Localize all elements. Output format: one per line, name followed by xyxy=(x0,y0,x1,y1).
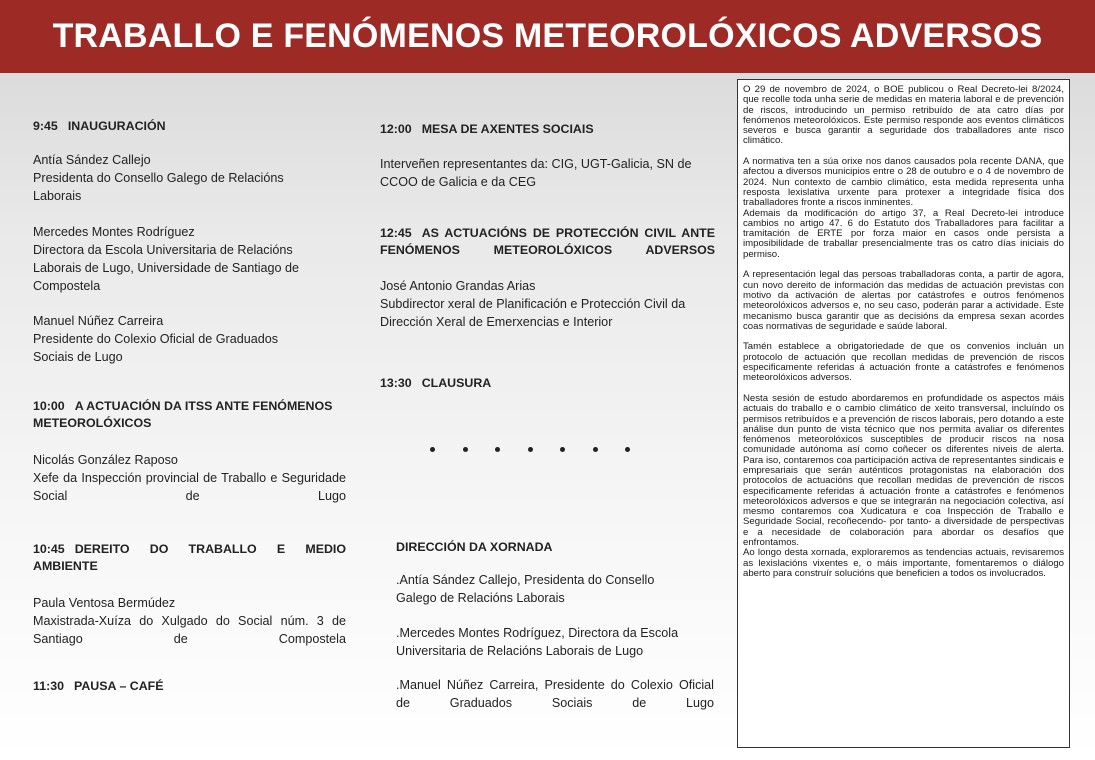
session-time: 11:30 xyxy=(33,679,65,693)
speaker-name: Nicolás González Raposo xyxy=(33,453,178,467)
session-title: DEREITO DO TRABALLO E MEDIO AMBIENTE xyxy=(33,542,346,573)
dot xyxy=(625,447,630,452)
session-title: AS ACTUACIÓNS DE PROTECCIÓN CIVIL ANTE FENÓMENOS METEOROLÓXICOS ADVERSOS xyxy=(380,226,715,257)
speaker-role: Maxistrada-Xuíza do Xulgado do Social núm. 3 de Santiago de Compostela xyxy=(33,614,346,646)
speaker-role: Presidente do Colexio Oficial de Graduados Sociais de Lugo xyxy=(33,332,279,364)
session-heading-mesa xyxy=(380,121,715,138)
speaker-name: Manuel Núñez Carreira xyxy=(33,314,164,328)
description-paragraph: Ademais da modificación do artigo 37, a Real Decreto-lei introduce cambios no artigo 47. 6 do Estatuto dos Traballadores para facilitar a tramitación de ERTE por forza maior en casos onde persista a imposibilidade de traballar presencialmente tras os catro días iniciais do permiso. xyxy=(743,207,1064,260)
direccion-item: .Manuel Núñez Carreira, Presidente do Colexio Oficial de Graduados Sociais de Lugo xyxy=(396,678,714,710)
title-banner xyxy=(0,0,1095,73)
speaker-role: Presidenta do Consello Galego de Relacións Laborais xyxy=(33,171,284,203)
description-paragraph: Nesta sesión de estudo abordaremos en profundidade os aspectos máis actuais do traballo e o cambio climático de xeito transversal, incluíndo os permisos retribuídos e a prevención de riscos laborais, pero dotando a este análise dun punto de vista técnico que nos permita avaliar os diferentes fenómenos meteorolóxicos susceptibles de producir riscos na nosa comunidade autónoma así como coñecer os diferentes niveis de alerta. Para iso, contaremos coa participación activa de representantes sindicais e empresariais que serán auténticos protagonistas na elaboración dos protocolos de actuacións que recollan medidas de prevención de riscos especificamente referidas á actuación fronte a catástrofes e fenómenos meteorolóxicos adversos e que se integrarán na negociación colectiva, así mesmo contaremos coa Xudicatura e coa Inspección de Traballo e Seguridade Social, recoñecendo- por tanto- a diversidade de perspectivas e a necesidade de colaboración para abordar os desafíos que enfrontamos. xyxy=(743,392,1064,549)
speaker-name: José Antonio Grandas Arias xyxy=(380,279,536,293)
session-time: 9:45 xyxy=(33,119,58,133)
session-time: 12:00 xyxy=(380,122,412,136)
description-paragraph: A representación legal das persoas traballadoras conta, a partir de agora, cun novo dereito de información das medidas de actuación previstas con motivo da activación de alertas por catástrofes e outros fenómenos meteorolóxicos adversos e, no seu caso, poderán parar a actividade. Este mecanismo busca garantir que as decisións da empresa sexan acordes coas normativas de seguridade e saúde laboral. xyxy=(743,269,1064,332)
session-time: 13:30 xyxy=(380,376,412,390)
session-title: INAUGURACIÓN xyxy=(67,119,166,133)
session-heading-pausa xyxy=(33,678,346,695)
dot xyxy=(430,447,435,452)
session-title: PAUSA – CAFÉ xyxy=(74,679,164,693)
session-time: 10:45 xyxy=(33,542,65,556)
session-title: CLAUSURA xyxy=(421,376,492,390)
speaker-role: Xefe da Inspección provincial de Traballo e Seguridade Social de Lugo xyxy=(33,471,346,503)
dot xyxy=(560,447,565,452)
session-text: Interveñen representantes da: CIG, UGT-Galicia, SN de CCOO de Galicia e da CEG xyxy=(380,157,692,189)
speaker-block xyxy=(33,151,346,205)
speaker-block xyxy=(33,451,346,505)
session-heading-inauguracion xyxy=(33,118,346,135)
description-paragraph: A normativa ten a súa orixe nos danos causados pola recente DANA, que afectou a diversos municipios entre o 28 de outubro e o 4 de novembro de 2024. Nun contexto de cambio climático, esta medida representa unha resposta lexislativa urxente para protexer a integridade física dos traballadores fronte a riscos inminentes. xyxy=(743,156,1064,209)
session-time: 12:45 xyxy=(380,226,412,240)
speaker-block xyxy=(33,594,346,648)
dot xyxy=(528,447,533,452)
session-heading-itss xyxy=(33,398,353,432)
direccion-item: .Mercedes Montes Rodríguez, Directora da Escola Universitaria de Relacións Laborais de Lugo xyxy=(396,626,679,658)
session-heading-clausura xyxy=(380,375,715,392)
speaker-block xyxy=(33,312,346,366)
page-title: TRABALLO E FENÓMENOS METEOROLÓXICOS ADVERSOS xyxy=(52,17,1043,55)
speaker-role: Subdirector xeral de Planificación e Protección Civil da Dirección Xeral de Emerxencias e Interior xyxy=(380,297,686,329)
speaker-name: Paula Ventosa Bermúdez xyxy=(33,596,176,610)
description-paragraph: Tamén establece a obrigatoriedade de que os convenios incluán un protocolo de actuación que recollan medidas de prevención de riscos especificamente referidas á actuación fronte a catástrofes e fenómenos meteorolóxicos adversos. xyxy=(743,341,1064,384)
speaker-block xyxy=(380,277,715,331)
dot xyxy=(593,447,598,452)
session-title: MESA DE AXENTES SOCIAIS xyxy=(421,122,594,136)
speaker-role: Directora da Escola Universitaria de Relacións Laborais de Lugo, Universidade de Santiago de Compostela xyxy=(33,243,300,293)
dots-separator xyxy=(430,447,630,452)
speaker-name: Antía Sández Callejo xyxy=(33,153,151,167)
session-time: 10:00 xyxy=(33,399,65,413)
speaker-name: Mercedes Montes Rodríguez xyxy=(33,225,195,239)
description-paragraph: O 29 de novembro de 2024, o BOE publicou o Real Decreto-lei 8/2024, que recolle toda unha serie de medidas en materia laboral e de prevención de riscos, introducindo un permiso retribuído de ata catro días por fenómenos meteorolóxicos. Este permiso responde aos eventos climáticos severos e busca garantir a seguridade dos traballadores ante risco climático. xyxy=(743,84,1064,147)
session-heading-dereito xyxy=(33,541,346,575)
session-heading-proteccion xyxy=(380,225,715,259)
speaker-block xyxy=(33,223,346,295)
session-title: A ACTUACIÓN DA ITSS ANTE FENÓMENOS METEOROLÓXICOS xyxy=(33,399,333,430)
dot xyxy=(495,447,500,452)
description-paragraph: Ao longo desta xornada, exploraremos as tendencias actuais, revisaremos as lexislacións vixentes e, o máis importante, fomentaremos o diálogo aberto para construír solucións que beneficien a todos os involucrados. xyxy=(743,547,1064,579)
description-box xyxy=(737,79,1070,748)
direccion-heading: DIRECCIÓN DA XORNADA xyxy=(396,540,553,554)
dot xyxy=(463,447,468,452)
direccion-item: .Antía Sández Callejo, Presidenta do Consello Galego de Relacións Laborais xyxy=(396,573,655,605)
